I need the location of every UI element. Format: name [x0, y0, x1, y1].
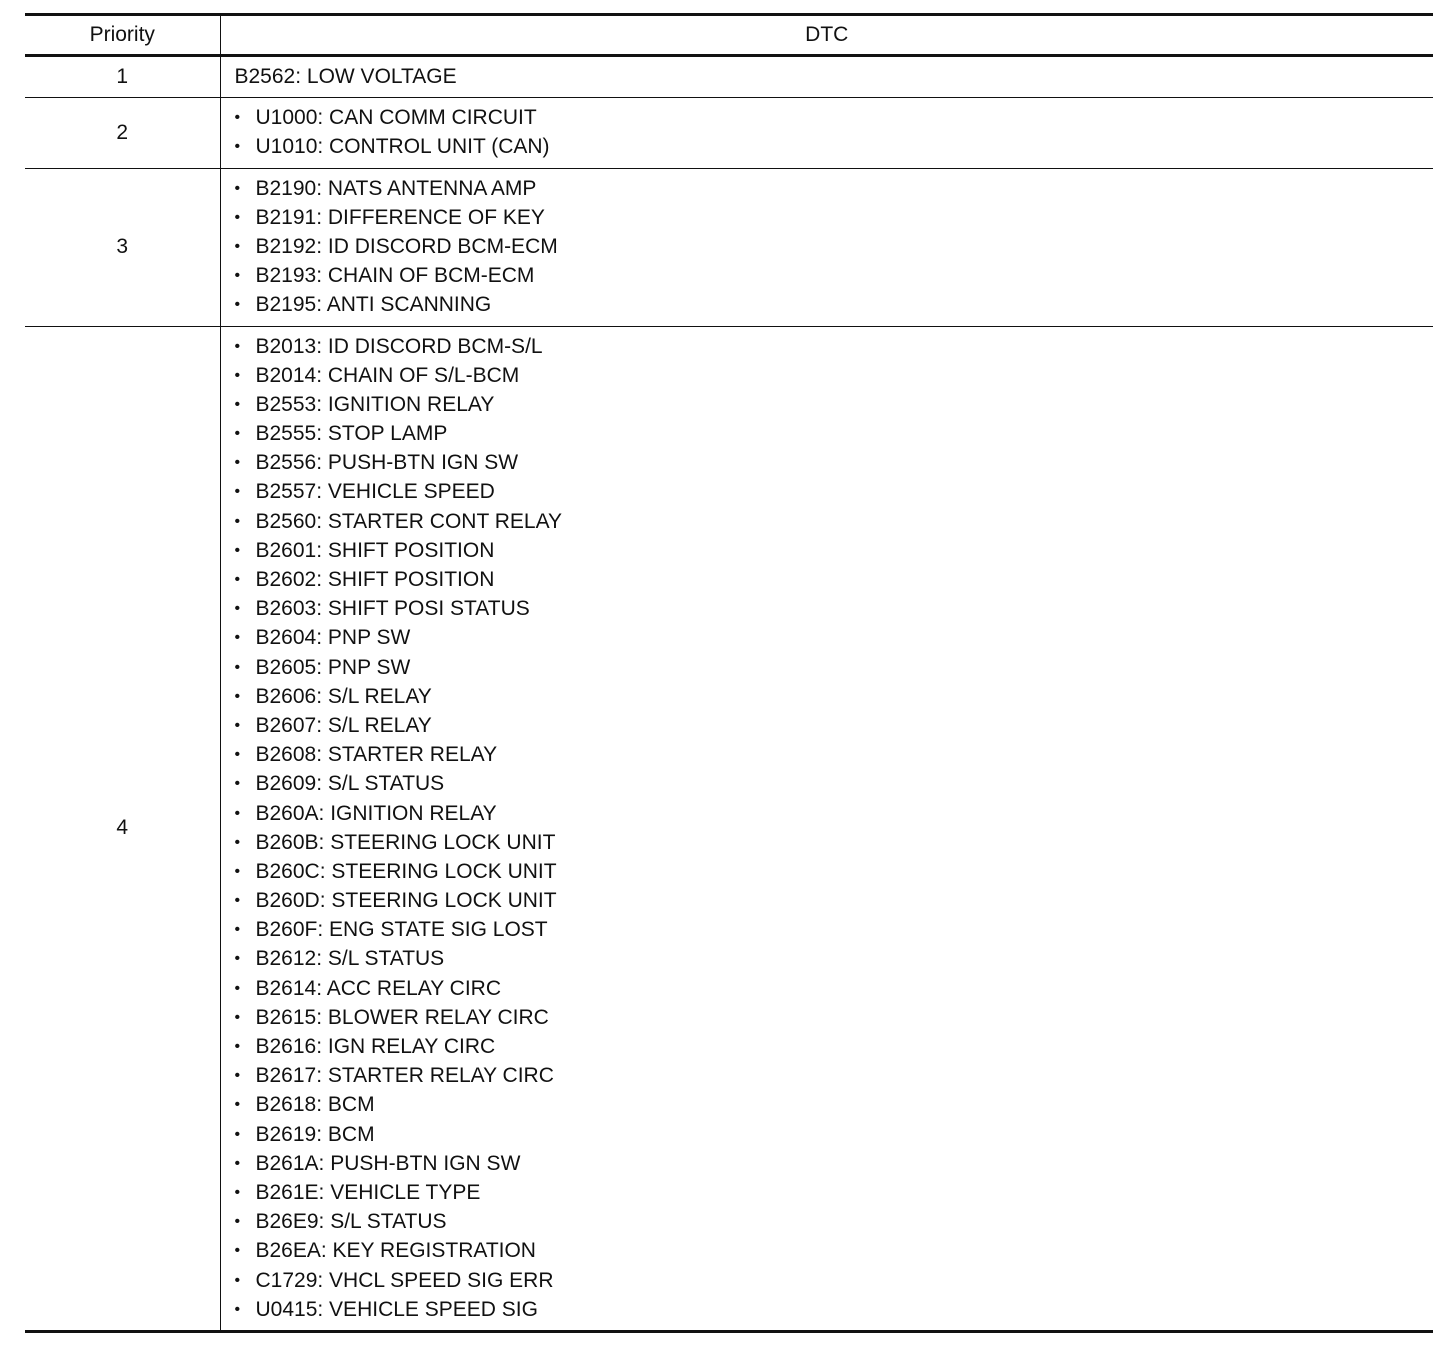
bullet-icon: • — [234, 600, 241, 618]
bullet-icon: • — [234, 804, 241, 822]
list-item — [235, 623, 1434, 652]
list-item — [235, 448, 1434, 477]
bullet-icon: • — [234, 512, 241, 530]
bullet-icon: • — [234, 892, 241, 910]
dtc-code-text: B2602: SHIFT POSITION — [255, 568, 495, 591]
dtc-cell — [220, 326, 1433, 1331]
dtc-code-text: B260F: ENG STATE SIG LOST — [255, 918, 548, 942]
dtc-code-text: B2190: NATS ANTENNA AMP — [255, 176, 537, 200]
list-item — [235, 886, 1434, 915]
dtc-code-text: B260B: STEERING LOCK UNIT — [255, 830, 556, 854]
list-item — [235, 828, 1434, 857]
dtc-code-text: B2608: STARTER RELAY — [255, 743, 498, 767]
list-item — [235, 594, 1434, 623]
bullet-icon: • — [234, 454, 241, 472]
dtc-code-text: B2603: SHIFT POSI STATUS — [255, 597, 530, 621]
list-item — [235, 1149, 1434, 1178]
bullet-icon: • — [234, 366, 241, 384]
list-item — [235, 857, 1434, 886]
dtc-code-text: B2195: ANTI SCANNING — [255, 293, 492, 317]
dtc-code-text: B261E: VEHICLE TYPE — [255, 1180, 481, 1204]
dtc-code-text: B2615: BLOWER RELAY CIRC — [255, 1005, 549, 1029]
table-row — [25, 56, 1433, 98]
list-item — [235, 390, 1434, 419]
dtc-cell — [220, 98, 1433, 168]
bullet-icon: • — [234, 658, 241, 676]
dtc-code-text: B2191: DIFFERENCE OF KEY — [255, 205, 545, 229]
bullet-icon: • — [234, 109, 241, 127]
bullet-icon: • — [234, 979, 241, 997]
list-item — [235, 1120, 1434, 1149]
bullet-icon: • — [234, 775, 241, 793]
dtc-code-text: B2617: STARTER RELAY CIRC — [255, 1064, 554, 1088]
priority-cell: 2 — [25, 98, 220, 168]
bullet-icon: • — [234, 1213, 241, 1231]
dtc-code-text: B2556: PUSH-BTN IGN SW — [255, 451, 519, 475]
bullet-icon: • — [234, 1125, 241, 1143]
dtc-code-text: B26EA: KEY REGISTRATION — [255, 1239, 536, 1263]
list-item — [235, 477, 1434, 506]
header-priority: Priority — [25, 15, 220, 56]
list-item — [235, 261, 1434, 290]
list-item — [235, 1032, 1434, 1061]
bullet-icon: • — [234, 395, 241, 413]
dtc-code-text: B2193: CHAIN OF BCM-ECM — [255, 264, 535, 288]
table-row — [25, 326, 1433, 1331]
bullet-icon: • — [234, 138, 241, 156]
dtc-cell — [220, 168, 1433, 326]
list-item — [235, 740, 1434, 769]
dtc-list — [235, 332, 1434, 1324]
list-item — [235, 1236, 1434, 1265]
bullet-icon: • — [234, 833, 241, 851]
bullet-icon: • — [234, 425, 241, 443]
table-header-row — [25, 15, 1433, 56]
dtc-list — [235, 103, 1434, 161]
list-item — [235, 361, 1434, 390]
list-item — [235, 915, 1434, 944]
list-item — [235, 332, 1434, 361]
bullet-icon: • — [234, 483, 241, 501]
list-item — [235, 944, 1434, 973]
dtc-code-text: B261A: PUSH-BTN IGN SW — [255, 1151, 521, 1175]
list-item — [235, 536, 1434, 565]
dtc-code-text: B2618: BCM — [255, 1093, 375, 1117]
dtc-code-text: C1729: VHCL SPEED SIG ERR — [255, 1268, 554, 1292]
dtc-code-text: B2619: BCM — [255, 1122, 375, 1146]
list-item — [235, 174, 1434, 203]
list-item — [235, 132, 1434, 161]
dtc-code-text: B2614: ACC RELAY CIRC — [255, 976, 501, 1000]
list-item — [235, 565, 1434, 594]
dtc-code-text: B2605: PNP SW — [255, 655, 411, 679]
bullet-icon: • — [234, 687, 241, 705]
list-item — [235, 974, 1434, 1003]
list-item — [235, 507, 1434, 536]
dtc-code-text: U1000: CAN COMM CIRCUIT — [255, 106, 537, 130]
dtc-code-text: B2013: ID DISCORD BCM-S/L — [255, 334, 543, 358]
bullet-icon: • — [234, 746, 241, 764]
bullet-icon: • — [234, 950, 241, 968]
list-item — [235, 1090, 1434, 1119]
dtc-code-text: B2609: S/L STATUS — [255, 772, 445, 796]
list-item — [235, 290, 1434, 319]
table-body — [25, 56, 1433, 1332]
bullet-icon: • — [234, 237, 241, 255]
dtc-cell — [220, 56, 1433, 98]
list-item — [235, 1178, 1434, 1207]
list-item — [235, 419, 1434, 448]
dtc-code-text: B260D: STEERING LOCK UNIT — [255, 889, 557, 913]
bullet-icon: • — [234, 267, 241, 285]
bullet-icon: • — [234, 1300, 241, 1318]
dtc-code-text: B260C: STEERING LOCK UNIT — [255, 859, 557, 883]
dtc-code-text: B2606: S/L RELAY — [255, 684, 432, 708]
list-item — [235, 1207, 1434, 1236]
list-item — [235, 1295, 1434, 1324]
priority-cell: 1 — [25, 56, 220, 98]
list-item — [235, 682, 1434, 711]
dtc-code-text: B2607: S/L RELAY — [255, 713, 432, 737]
bullet-icon: • — [234, 571, 241, 588]
table-row — [25, 98, 1433, 168]
bullet-icon: • — [234, 1271, 241, 1289]
bullet-icon: • — [234, 179, 241, 197]
list-item — [235, 711, 1434, 740]
bullet-icon: • — [234, 1096, 241, 1114]
dtc-code-text: B2555: STOP LAMP — [255, 422, 448, 446]
list-item — [235, 799, 1434, 828]
dtc-code-text: B2560: STARTER CONT RELAY — [255, 509, 563, 533]
list-item — [235, 1061, 1434, 1090]
dtc-code-text: B2014: CHAIN OF S/L-BCM — [255, 363, 520, 387]
list-item — [235, 203, 1434, 232]
dtc-code-text: B2616: IGN RELAY CIRC — [255, 1035, 496, 1058]
bullet-icon: • — [234, 921, 241, 939]
priority-cell: 4 — [25, 326, 220, 1331]
bullet-icon: • — [234, 629, 241, 647]
dtc-priority-table — [25, 13, 1433, 1333]
dtc-code-text: B26E9: S/L STATUS — [255, 1210, 447, 1234]
dtc-code-text: B2604: PNP SW — [255, 626, 411, 650]
priority-cell: 3 — [25, 168, 220, 326]
dtc-code-text: B2612: S/L STATUS — [255, 947, 445, 971]
header-dtc: DTC — [805, 23, 849, 46]
bullet-icon: • — [234, 1183, 241, 1201]
table-row — [25, 168, 1433, 326]
bullet-icon: • — [234, 1154, 241, 1172]
dtc-list — [235, 174, 1434, 320]
list-item — [235, 1266, 1434, 1295]
bullet-icon: • — [234, 337, 241, 355]
list-item — [235, 232, 1434, 261]
list-item — [235, 1003, 1434, 1032]
bullet-icon: • — [234, 541, 241, 559]
list-item — [235, 769, 1434, 798]
bullet-icon: • — [234, 1038, 241, 1055]
bullet-icon: • — [234, 1067, 241, 1085]
dtc-code-text: B2553: IGNITION RELAY — [255, 392, 495, 416]
dtc-code-text: B260A: IGNITION RELAY — [255, 801, 497, 825]
bullet-icon: • — [234, 296, 241, 314]
dtc-code-text: U0415: VEHICLE SPEED SIG — [255, 1297, 538, 1321]
bullet-icon: • — [234, 862, 241, 880]
dtc-code-text: B2601: SHIFT POSITION — [255, 538, 495, 562]
bullet-icon: • — [234, 716, 241, 734]
bullet-icon: • — [234, 208, 241, 226]
bullet-icon: • — [234, 1008, 241, 1026]
dtc-code-text: B2557: VEHICLE SPEED — [255, 480, 495, 504]
dtc-code-text: B2192: ID DISCORD BCM-ECM — [255, 234, 558, 258]
list-item — [235, 103, 1434, 132]
bullet-icon: • — [234, 1242, 241, 1260]
dtc-code-text: B2562: LOW VOLTAGE — [234, 65, 457, 88]
list-item — [235, 653, 1434, 682]
dtc-code-text: U1010: CONTROL UNIT (CAN) — [255, 135, 550, 159]
